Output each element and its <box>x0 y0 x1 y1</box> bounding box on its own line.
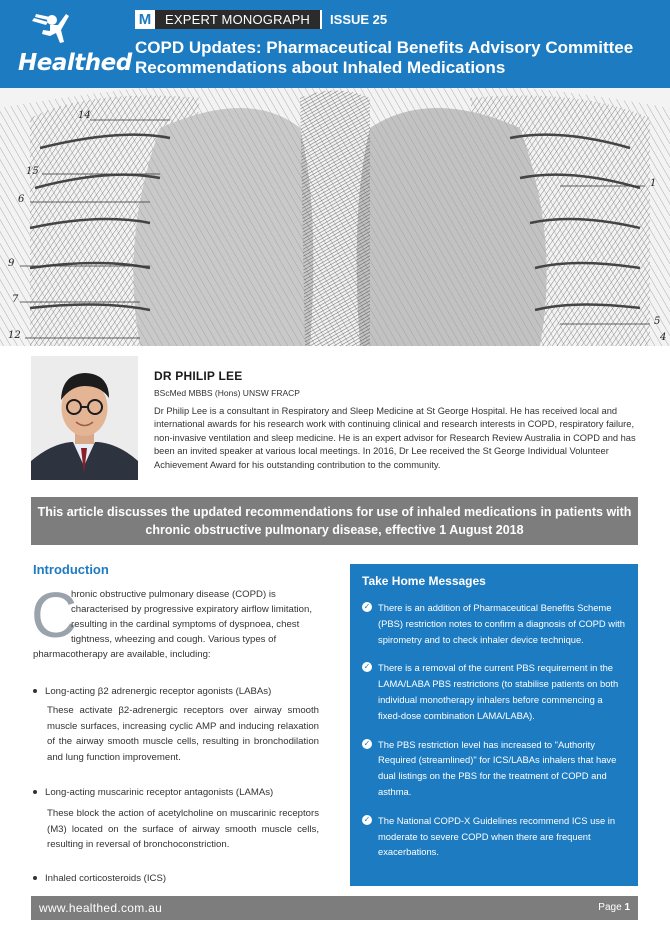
author-photo <box>31 356 138 480</box>
issue-label: ISSUE 25 <box>320 10 395 29</box>
author-name: DR PHILIP LEE <box>154 369 243 383</box>
check-circle-icon: ✓ <box>363 602 371 611</box>
figure-number-label: 5 <box>654 316 661 327</box>
bullet-icon <box>33 876 37 880</box>
list-item-title: Inhaled corticosteroids (ICS) <box>45 873 167 884</box>
lung-anatomy-illustration <box>0 88 670 346</box>
list-item-title: Long-acting β2 adrenergic receptor agonists (LABAs) <box>45 686 272 697</box>
take-home-item <box>362 813 628 860</box>
take-home-item <box>362 737 628 800</box>
check-circle-icon: ✓ <box>363 738 371 748</box>
author-credentials: BScMed MBBS (Hons) UNSW FRACP <box>154 388 300 398</box>
take-home-item <box>362 660 628 723</box>
article-summary-banner: This article discusses the updated recommendations for use of inhaled medications in patients with chronic obstructive pulmonary disease, effective 1 August 2018 <box>31 497 638 545</box>
figure-number-label: 7 <box>12 294 19 305</box>
introduction-line: characterised by progressive expiratory airflow limitation, <box>71 604 313 615</box>
introduction-line: hronic obstructive pulmonary disease (COPD) is <box>71 589 276 600</box>
take-home-messages-box <box>350 564 638 886</box>
list-item-description: These activate β2-adrenergic receptors over airway smooth muscle surfaces, increasing cyclic AMP and inducing relaxation of the airway smooth muscle cells, resulting in bronchodilation and lung function improvement. <box>47 705 319 763</box>
take-home-item <box>362 600 628 647</box>
page-label: Page <box>598 902 622 913</box>
author-bio: Dr Philip Lee is a consultant in Respiratory and Sleep Medicine at St George Hospital. He has received local and international awards for his research work with continuing clinical and research interests in COPD, respiratory failure, non-invasive ventilation and sleep medicine. He is an expert advisor for Research Review Australia in COPD and has been an invited speaker at various local meetings. In 2016, Dr Lee received the St George Individual Volunteer Achievement Award for his outstanding contribution to the community. <box>154 406 636 470</box>
page-title: COPD Updates: Pharmaceutical Benefits Advisory Committee Recommendations about Inhaled Medications <box>135 38 634 77</box>
take-home-text: There is a removal of the current PBS requirement in the LAMA/LABA PBS restrictions (to stabilise patients on both individual monotherapy inhalers before commencing a fixed-dose combination LAMA/LABA). <box>378 662 619 721</box>
figure-number-label: 9 <box>8 258 15 269</box>
introduction-line: tightness, wheezing and cough. Various types of <box>71 634 277 645</box>
take-home-text: There is an addition of Pharmaceutical Benefits Scheme (PBS) restriction notes to confirm a diagnosis of COPD with spirometry and to check inhaler device technique. <box>378 602 625 645</box>
monograph-tag <box>135 10 395 29</box>
monograph-badge: M <box>135 10 155 29</box>
list-item <box>33 871 166 886</box>
lung-engraving-image <box>0 88 670 346</box>
list-item-title: Long-acting muscarinic receptor antagonists (LAMAs) <box>45 787 274 798</box>
healthed-logo[interactable] <box>6 6 132 82</box>
website-link[interactable]: www.healthed.com.au <box>39 901 163 915</box>
introduction-line: pharmacotherapy are available, including: <box>33 649 211 660</box>
take-home-text: The National COPD-X Guidelines recommend ICS use in moderate to severe COPD when there are frequent exacerbations. <box>378 814 616 858</box>
check-circle-icon: ✓ <box>363 662 371 672</box>
logo-text: Healthed <box>18 50 132 76</box>
page-number-value: 1 <box>624 902 630 913</box>
header-bar <box>0 0 670 88</box>
footer-bar <box>31 896 638 920</box>
monograph-type-label: EXPERT MONOGRAPH <box>155 10 320 29</box>
list-item <box>33 684 271 699</box>
take-home-text: The PBS restriction level has increased to "Authority Required (streamlined)" for ICS/LABAs inhalers that have dual listings on the PBS for the treatment of COPD and asthma. <box>378 738 617 797</box>
drop-cap: C <box>31 579 78 651</box>
figure-number-label: 1 <box>650 178 657 189</box>
page-number <box>598 902 630 913</box>
figure-number-label: 4 <box>660 332 667 343</box>
list-item <box>33 785 273 800</box>
figure-number-label: 6 <box>18 194 25 205</box>
figure-number-label: 12 <box>8 330 21 341</box>
introduction-heading: Introduction <box>33 562 109 577</box>
author-portrait-image <box>31 356 138 480</box>
introduction-paragraph <box>31 579 319 662</box>
check-circle-icon: ✓ <box>363 814 371 824</box>
figure-number-label: 15 <box>26 166 39 177</box>
take-home-heading: Take Home Messages <box>362 574 486 588</box>
introduction-line: resulting in the cardinal symptoms of dyspnoea, chest <box>71 619 300 630</box>
bullet-icon <box>33 689 37 693</box>
figure-number-label: 14 <box>78 110 91 121</box>
list-item-description: These block the action of acetylcholine on muscarinic receptors (M3) located on the surface of airway smooth muscle cells, resulting in reversal of bronchoconstriction. <box>47 808 319 850</box>
bullet-icon <box>33 790 37 794</box>
